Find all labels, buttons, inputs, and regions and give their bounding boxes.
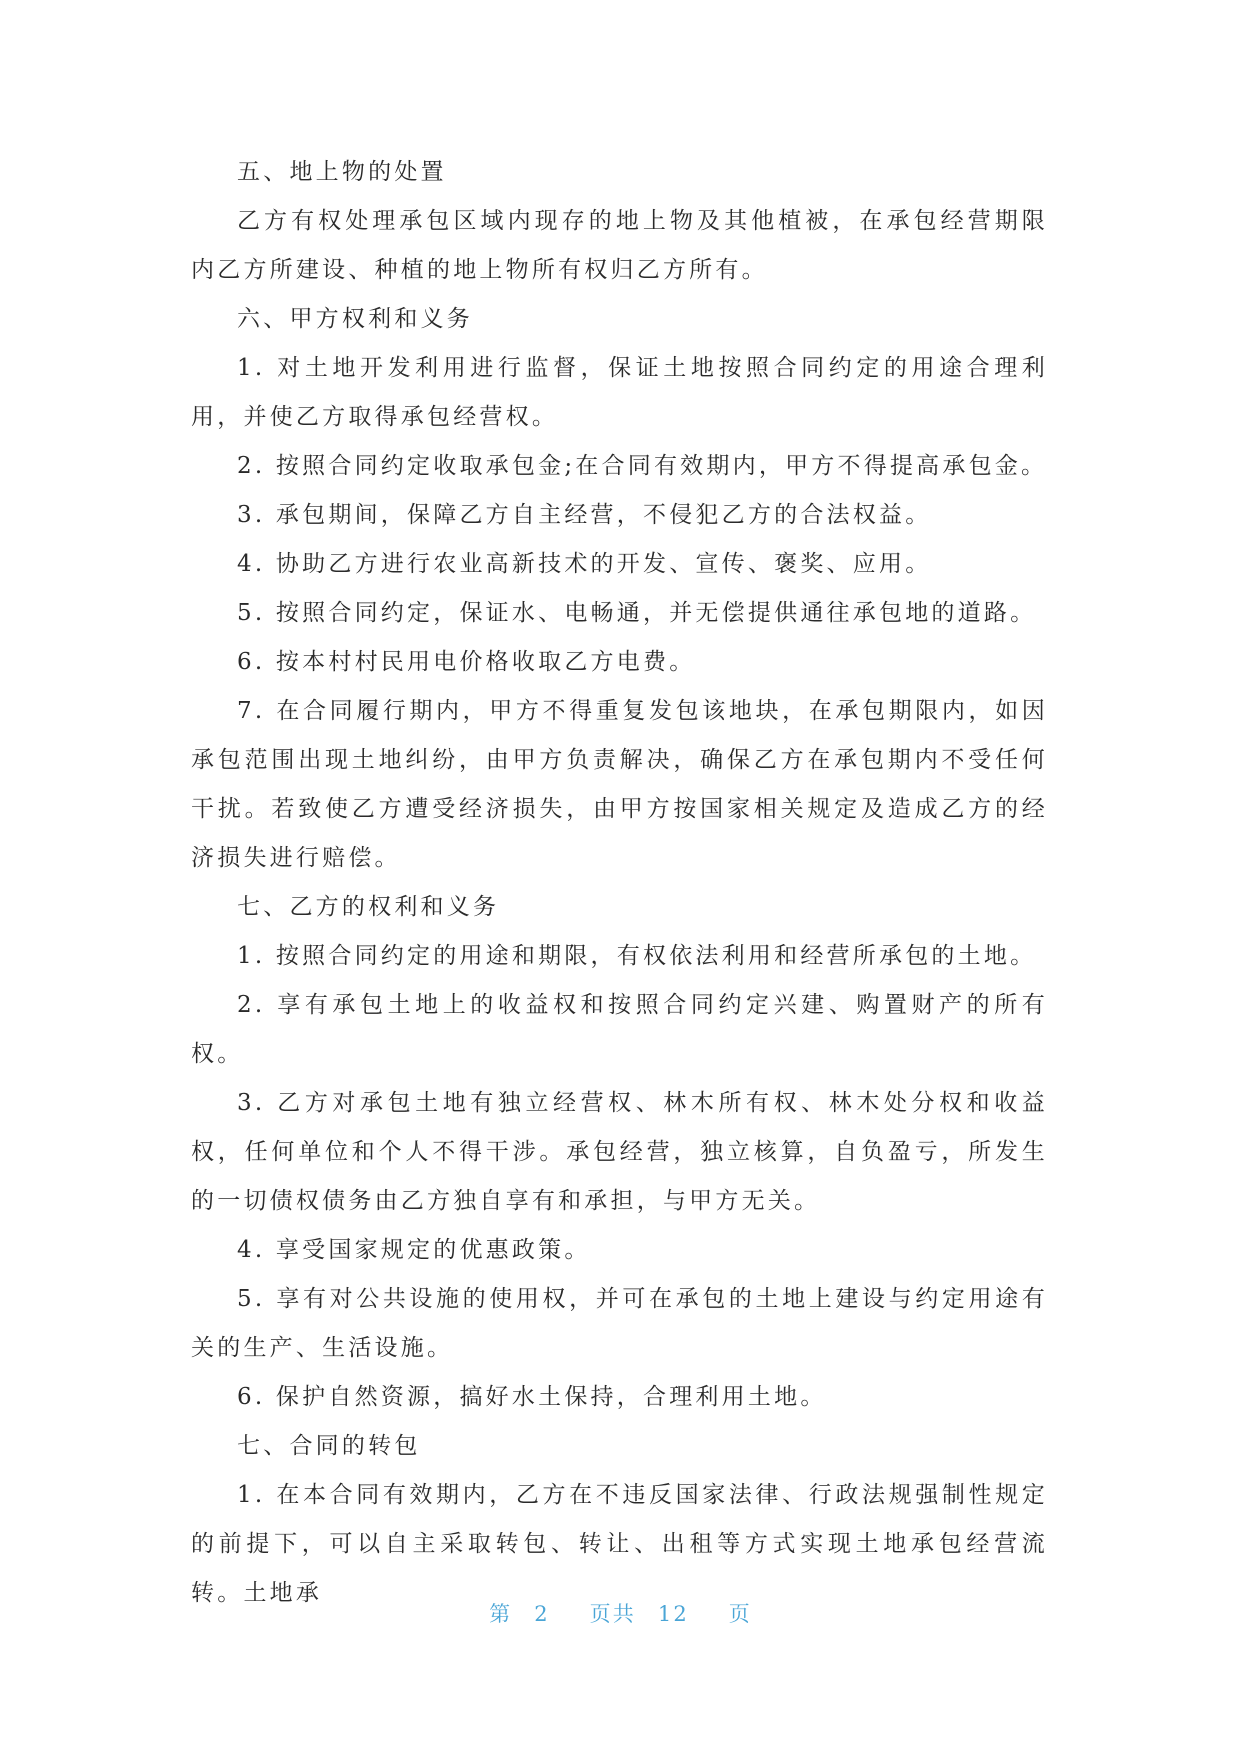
list-item: 4. 享受国家规定的优惠政策。 — [237, 1237, 591, 1263]
footer-suffix: 页 — [728, 1602, 752, 1626]
section-heading: 七、乙方的权利和义务 — [237, 894, 500, 920]
list-item: 5. 按照合同约定，保证水、电畅通，并无偿提供通往承包地的道路。 — [237, 600, 1037, 626]
list-item: 1. 在本合同有效期内，乙方在不违反国家法律、行政法规强制性规定的前提下，可以自主采取转包、转让、出租等方式实现土地承包经营流转。土地承 — [191, 1482, 1048, 1606]
document-body — [191, 148, 1048, 1618]
list-item: 3. 乙方对承包土地有独立经营权、林木所有权、林木处分权和收益权，任何单位和个人不得干涉。承包经营，独立核算，自负盈亏，所发生的一切债权债务由乙方独自享有和承担，与甲方无关。 — [191, 1090, 1048, 1214]
paragraph: 乙方有权处理承包区域内现存的地上物及其他植被，在承包经营期限内乙方所建设、种植的地上物所有权归乙方所有。 — [191, 208, 1048, 283]
list-item: 2. 按照合同约定收取承包金;在合同有效期内，甲方不得提高承包金。 — [237, 453, 1048, 479]
list-item: 3. 承包期间，保障乙方自主经营，不侵犯乙方的合法权益。 — [237, 502, 932, 528]
list-item: 5. 享有对公共设施的使用权，并可在承包的土地上建设与约定用途有关的生产、生活设施。 — [191, 1286, 1048, 1361]
page-footer — [0, 1598, 1241, 1628]
section-heading: 七、合同的转包 — [237, 1433, 421, 1459]
footer-prefix: 第 — [489, 1602, 513, 1626]
list-item: 2. 享有承包土地上的收益权和按照合同约定兴建、购置财产的所有权。 — [191, 992, 1048, 1067]
current-page-number: 2 — [534, 1602, 550, 1626]
list-item: 1. 按照合同约定的用途和期限，有权依法利用和经营所承包的土地。 — [237, 943, 1037, 969]
total-pages-number: 12 — [657, 1602, 689, 1626]
list-item: 6. 保护自然资源，搞好水土保持，合理利用土地。 — [237, 1384, 827, 1410]
list-item: 6. 按本村村民用电价格收取乙方电费。 — [237, 649, 696, 675]
list-item: 4. 协助乙方进行农业高新技术的开发、宣传、褒奖、应用。 — [237, 551, 932, 577]
section-heading: 六、甲方权利和义务 — [237, 306, 473, 332]
section-heading: 五、地上物的处置 — [237, 159, 447, 185]
footer-middle: 页共 — [589, 1602, 636, 1626]
list-item: 7. 在合同履行期内，甲方不得重复发包该地块，在承包期限内，如因承包范围出现土地纠纷，由甲方负责解决，确保乙方在承包期内不受任何干扰。若致使乙方遭受经济损失，由甲方按国家相关规定及造成乙方的经济损失进行赔偿。 — [191, 698, 1048, 871]
list-item: 1. 对土地开发利用进行监督，保证土地按照合同约定的用途合理利用，并使乙方取得承包经营权。 — [191, 355, 1048, 430]
